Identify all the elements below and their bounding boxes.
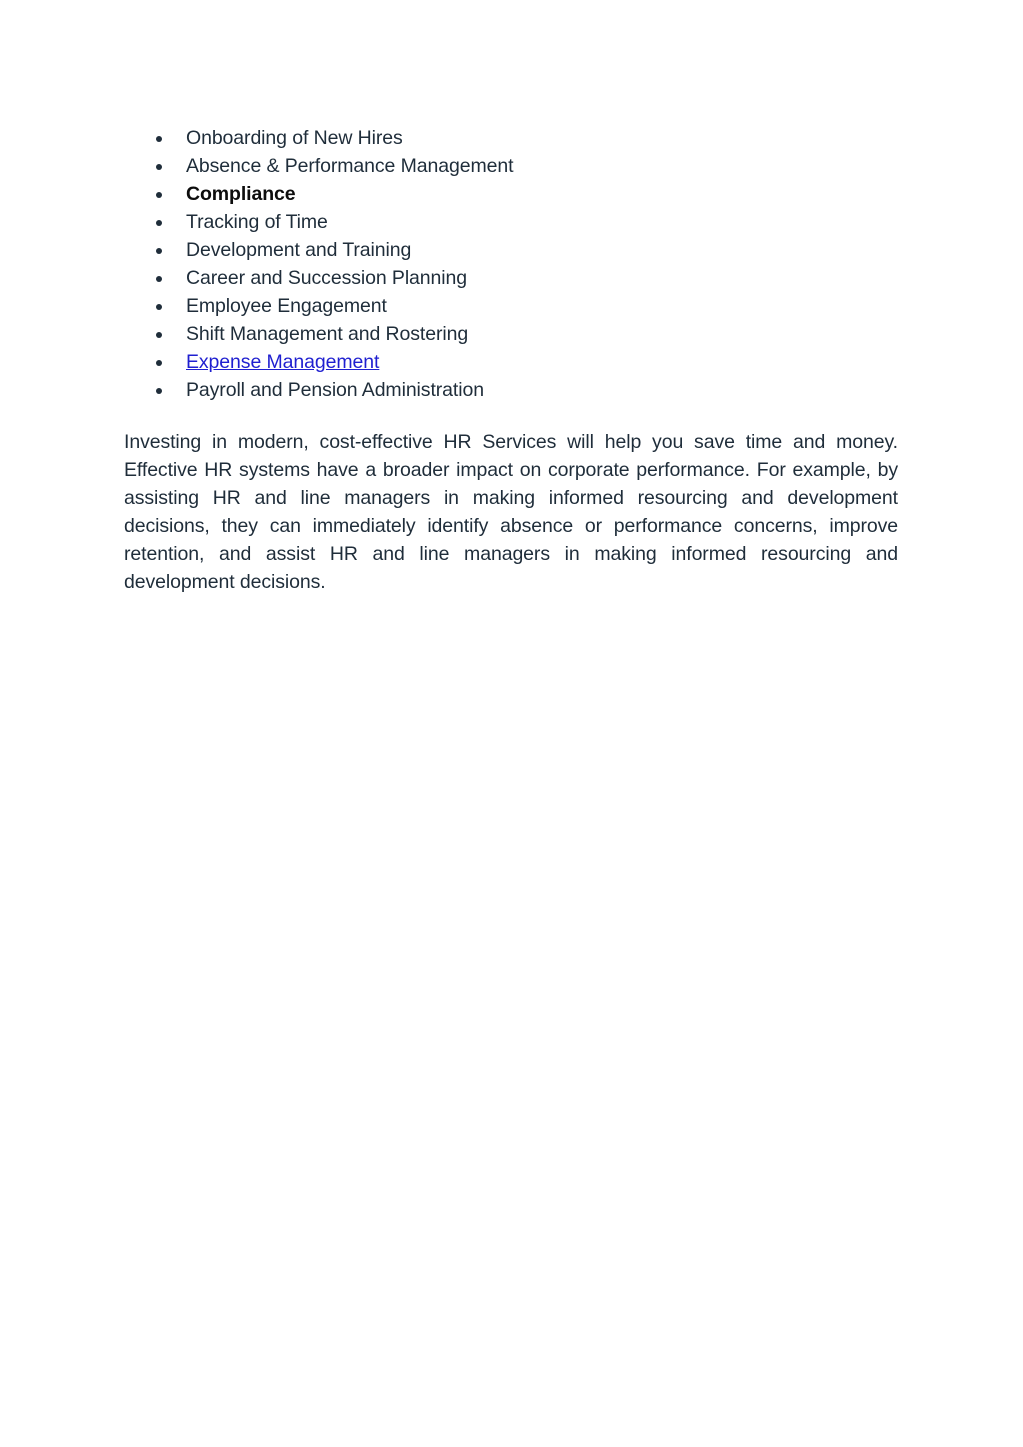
bullet-icon — [156, 192, 162, 198]
expense-management-link[interactable]: Expense Management — [186, 351, 380, 373]
list-item — [124, 348, 898, 376]
list-item — [124, 180, 898, 208]
list-item — [124, 264, 898, 292]
list-item-text-bold: Compliance — [186, 183, 296, 205]
list-item-text: Development and Training — [186, 239, 412, 261]
list-item-text: Employee Engagement — [186, 295, 387, 317]
bullet-icon — [156, 136, 162, 142]
list-item-text: Shift Management and Rostering — [186, 323, 469, 345]
bullet-list — [124, 124, 898, 404]
list-item-text: Tracking of Time — [186, 211, 328, 233]
bullet-icon — [156, 304, 162, 310]
bullet-icon — [156, 248, 162, 254]
list-item — [124, 124, 898, 152]
bullet-icon — [156, 164, 162, 170]
list-item-text: Absence & Performance Management — [186, 155, 514, 177]
list-item-text: Onboarding of New Hires — [186, 127, 403, 149]
bullet-icon — [156, 360, 162, 366]
list-item — [124, 236, 898, 264]
list-item — [124, 152, 898, 180]
list-item-text: Payroll and Pension Administration — [186, 379, 484, 401]
list-item-text: Career and Succession Planning — [186, 267, 468, 289]
list-item — [124, 292, 898, 320]
list-item — [124, 320, 898, 348]
bullet-icon — [156, 276, 162, 282]
list-item — [124, 376, 898, 404]
list-item — [124, 208, 898, 236]
bullet-icon — [156, 388, 162, 394]
bullet-icon — [156, 332, 162, 338]
bullet-icon — [156, 220, 162, 226]
body-paragraph: Investing in modern, cost-effective HR Services will help you save time and money. Effective HR systems have a broader impact on corporate performance. For example, by assisting HR and line managers in making informed resourcing and development decisions, they can immediately identify absence or performance concerns, improve retention, and assist HR and line managers in making informed resourcing and development decisions. — [124, 431, 898, 593]
